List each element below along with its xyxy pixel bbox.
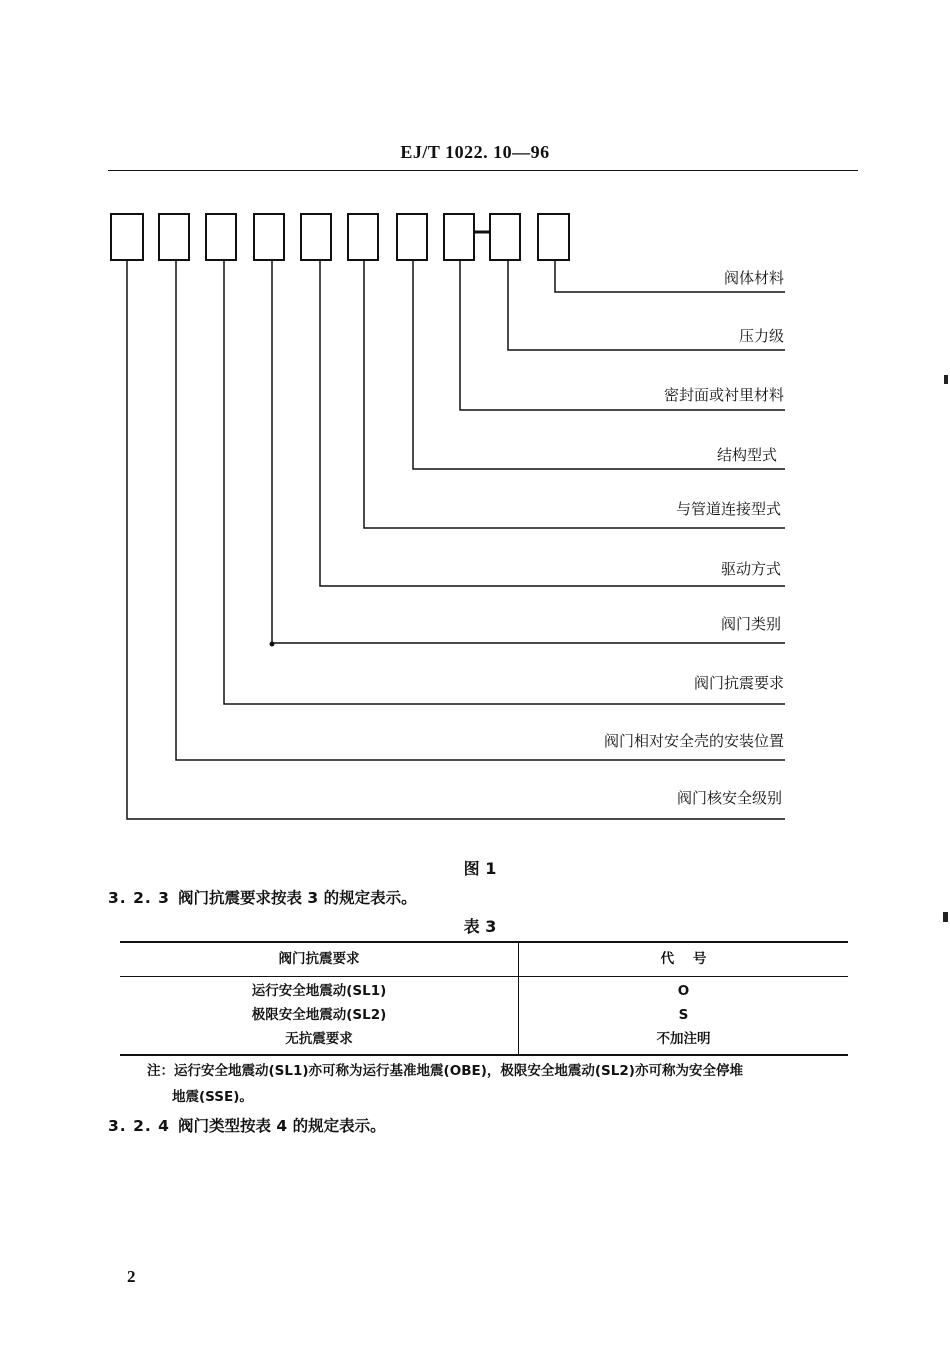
- label-seismic-requirement: 阀门抗震要求: [693, 674, 784, 692]
- label-body-material: 阀体材料: [723, 269, 784, 287]
- figure-caption: 图 1: [463, 859, 497, 878]
- table-caption: 表 3: [463, 917, 497, 936]
- table-cell: 不加注明: [656, 1031, 711, 1047]
- section-3-2-4: [108, 1114, 386, 1136]
- document-code-header: EJ/T 1022. 10—96: [400, 142, 550, 162]
- section-text: 阀门类型按表 4 的规定表示。: [178, 1117, 386, 1135]
- code-box-8: [444, 214, 474, 260]
- code-box-1: [111, 214, 143, 260]
- code-box-2: [159, 214, 189, 260]
- table-cell: 极限安全地震动(SL2): [251, 1007, 387, 1023]
- leader-line-6: [320, 260, 785, 586]
- code-box-4: [254, 214, 284, 260]
- table-note: [147, 1058, 862, 1110]
- table-cell: O: [677, 983, 690, 999]
- note-line-2: 地震(SSE)。: [172, 1089, 253, 1105]
- page-number: 2: [127, 1267, 136, 1286]
- section-number: 3. 2. 4: [108, 1117, 170, 1135]
- scan-speck: [944, 375, 948, 384]
- section-3-2-3: [108, 886, 417, 908]
- label-nuclear-safety-class: 阀门核安全级别: [676, 789, 782, 807]
- code-box-7: [397, 214, 427, 260]
- section-text: 阀门抗震要求按表 3 的规定表示。: [178, 889, 417, 907]
- note-line-1: 注：运行安全地震动(SL1)亦可称为运行基准地震(OBE)，极限安全地震动(SL2)亦可称为安全停堆: [147, 1063, 743, 1079]
- code-box-5: [301, 214, 331, 260]
- leader-line-8: [224, 260, 785, 704]
- code-box-6: [348, 214, 378, 260]
- table-header-cell: 代 号: [518, 943, 848, 976]
- table-header-row: [120, 943, 848, 977]
- scan-speck: [943, 912, 948, 922]
- table-3: [120, 941, 848, 1056]
- label-pipe-connection-type: 与管道连接型式: [675, 500, 781, 518]
- section-number: 3. 2. 3: [108, 889, 170, 907]
- table-cell: 无抗震要求: [285, 1031, 353, 1047]
- code-box-3: [206, 214, 236, 260]
- label-drive-mode: 驱动方式: [720, 560, 781, 578]
- code-box-10: [538, 214, 569, 260]
- table-cell: 运行安全地震动(SL1): [251, 983, 387, 999]
- label-structure-type: 结构型式: [716, 446, 777, 464]
- label-pressure-class: 压力级: [738, 327, 784, 345]
- label-valve-category: 阀门类别: [720, 615, 781, 633]
- code-box-9: [490, 214, 520, 260]
- label-seal-lining-material: 密封面或衬里材料: [663, 386, 784, 404]
- table-cell: S: [678, 1007, 689, 1023]
- label-containment-position: 阀门相对安全壳的安装位置: [603, 732, 784, 750]
- table-header-cell: 阀门抗震要求: [278, 951, 360, 967]
